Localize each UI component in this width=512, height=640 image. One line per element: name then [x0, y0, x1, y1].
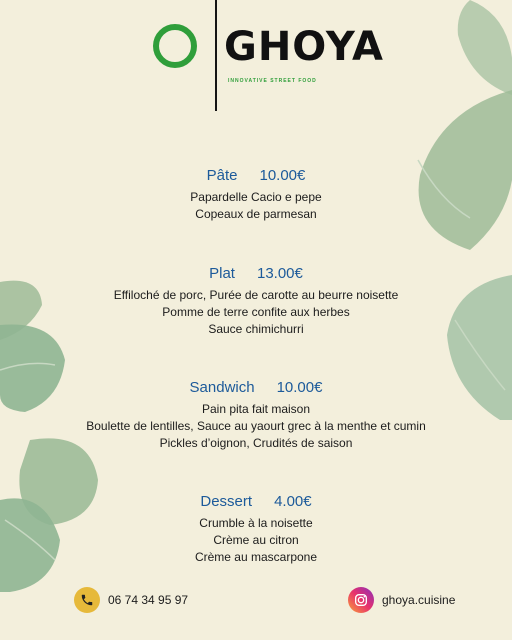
menu-section-pate	[40, 166, 472, 223]
section-heading	[40, 492, 472, 511]
instagram-handle: ghoya.cuisine	[382, 593, 456, 607]
menu-line: Boulette de lentilles, Sauce au yaourt grec à la menthe et cumin	[86, 418, 426, 433]
section-title: Pâte	[206, 167, 238, 184]
instagram-icon	[348, 587, 374, 613]
brand-name: GHOYA	[224, 24, 384, 70]
section-price: 10.00€	[276, 379, 323, 396]
menu-section-dessert	[40, 492, 472, 565]
menu-line: Pickles d’oignon, Crudités de saison	[159, 435, 353, 450]
section-price: 13.00€	[256, 265, 303, 282]
menu-section-plat	[40, 264, 472, 337]
section-price: 4.00€	[274, 493, 312, 510]
menu-line: Papardelle Cacio e pepe	[190, 190, 322, 204]
section-heading	[40, 264, 472, 283]
brand-tagline: INNOVATIVE STREET FOOD	[228, 78, 317, 84]
menu-line: Crème au citron	[213, 532, 299, 547]
phone-number: 06 74 34 95 97	[108, 593, 189, 607]
phone-contact[interactable]	[74, 587, 188, 613]
menu-line: Pain pita fait maison	[201, 402, 311, 416]
leaf	[0, 363, 55, 370]
section-title: Plat	[209, 265, 235, 282]
menu-line: Sauce chimichurri	[208, 321, 304, 336]
menu-line: Crumble à la noisette	[199, 516, 313, 530]
menu-section-sandwich	[40, 378, 472, 451]
menu-line: Crème au mascarpone	[194, 549, 318, 564]
leaf	[0, 281, 42, 340]
menu-line: Effiloché de porc, Purée de carotte au beurre noisette	[113, 288, 399, 302]
section-title: Dessert	[200, 493, 253, 510]
section-price: 10.00€	[259, 167, 306, 184]
instagram-contact[interactable]	[348, 587, 455, 613]
phone-icon	[74, 587, 100, 613]
logo-divider	[215, 0, 217, 111]
section-title: Sandwich	[189, 379, 255, 396]
logo-ring	[153, 24, 197, 68]
section-heading	[40, 378, 472, 397]
menu-line: Pomme de terre confite aux herbes	[162, 304, 350, 319]
menu-line: Copeaux de parmesan	[195, 206, 317, 221]
leaf	[458, 0, 512, 95]
section-heading	[40, 166, 472, 185]
